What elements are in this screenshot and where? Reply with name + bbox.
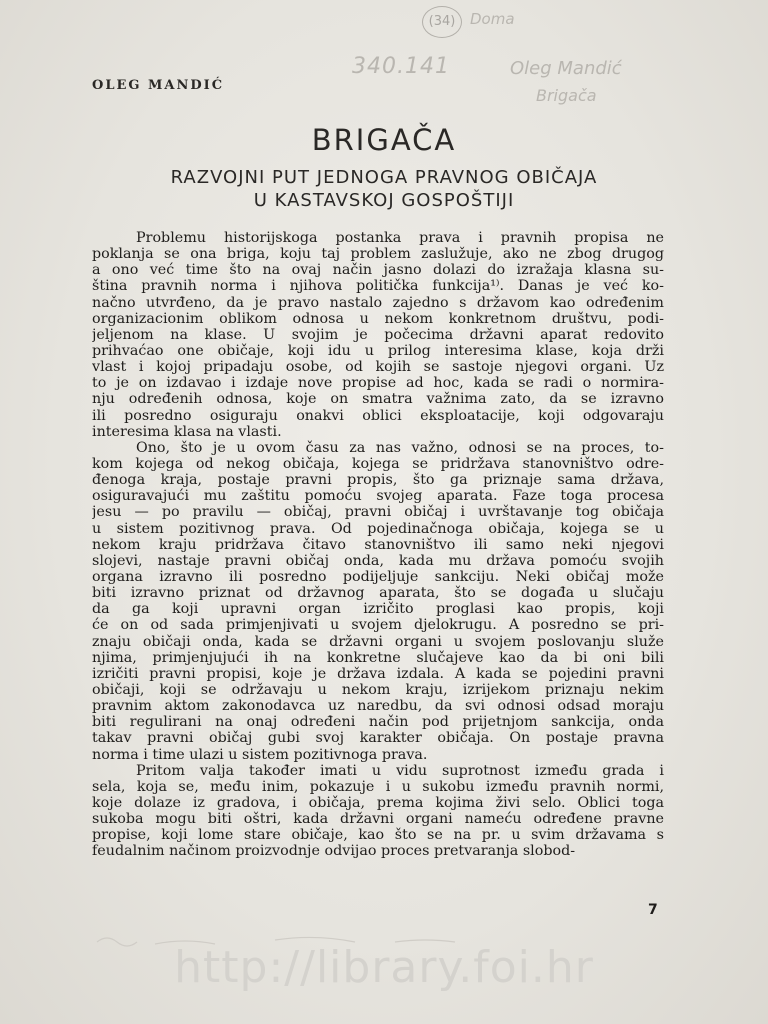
body-line: Pritom valja također imati u vidu suprotnost između grada i xyxy=(136,762,664,779)
body-line: sela, koja se, među inim, pokazuje i u sukobu između pravnih normi, xyxy=(92,778,664,795)
handwritten-call-number: 340.141 xyxy=(352,54,450,79)
watermark-url: http://library.foi.hr xyxy=(174,942,594,993)
body-line: interesima klasa na vlasti. xyxy=(92,423,282,440)
body-line: ština pravnih norma i njihova politička funkcija¹⁾. Danas je već ko- xyxy=(92,278,664,295)
body-line: feudalnim načinom proizvodnje odvijao proces pretvaranja slobod- xyxy=(92,843,576,860)
body-line: Ono, što je u ovom času za nas važno, odnosi se na proces, to- xyxy=(136,439,664,456)
body-line: načno utvrđeno, da je pravo nastalo zajedno s državom kao određenim xyxy=(92,294,664,311)
body-line: propise, koji lome stare običaje, kao što se na pr. u svim državama s xyxy=(92,827,664,844)
body-line: slojevi, nastaje pravni običaj onda, kada mu država pomoću svojih xyxy=(92,552,664,569)
article-body xyxy=(92,230,664,859)
body-line: njima, primjenjujući ih na konkretne slučajeve kao da bi oni bili xyxy=(92,649,664,666)
body-line: koje dolaze iz gradova, i običaja, prema kojima živi selo. Oblici toga xyxy=(92,794,664,811)
handwritten-note-top: Doma xyxy=(470,10,515,28)
body-line: izričiti pravni propisi, koje je država izdala. A kada se pojedini pravni xyxy=(92,665,664,682)
body-line: jeljenom na klase. U svojim je počecima državni aparat redovito xyxy=(92,326,664,343)
body-line: će on od sada primjenjivati u svojem djelokrugu. A posredno se pri- xyxy=(92,617,664,634)
page-number: 7 xyxy=(648,902,658,918)
article-subtitle-line-1: RAZVOJNI PUT JEDNOGA PRAVNOG OBIČAJA xyxy=(170,167,598,188)
body-line: da ga koji upravni organ izričito proglasi kao propis, koji xyxy=(92,601,664,618)
body-line: a ono već time što na ovaj način jasno dolazi do izražaja klasna su- xyxy=(92,262,664,279)
body-line: biti izravno priznat od državnog aparata, što se događa u slučaju xyxy=(92,585,664,602)
body-line: znaju običaji onda, kada se državni organi u svojem poslovanju služe xyxy=(92,633,664,650)
body-line: prihvaćao one običaje, koji idu u prilog interesima klase, koja drži xyxy=(92,342,664,359)
author-name: OLEG MANDIĆ xyxy=(92,78,225,93)
body-line: to je on izdavao i izdaje nove propise ad hoc, kada se radi o normira- xyxy=(92,375,664,392)
handwritten-note-right-2: Brigača xyxy=(536,86,597,105)
body-line: u sistem pozitivnog prava. Od pojedinačnoga običaja, kojega se u xyxy=(92,520,664,537)
body-line: poklanja se ona briga, koju taj problem zaslužuje, ako ne zbog drugog xyxy=(92,246,664,263)
article-subtitle-line-2: U KASTAVSKOJ GOSPOŠTIJI xyxy=(253,190,515,211)
body-line: pravnim aktom zakonodavca uz naredbu, da svi odnosi odsad moraju xyxy=(92,698,664,715)
body-line: đenoga kraja, postaje pravni propis, što ga priznaje sama država, xyxy=(92,472,664,489)
body-line: organa izravno ili posredno podijeljuje sankciju. Neki običaj može xyxy=(92,568,664,585)
body-line: organizacionim oblikom odnosa u nekom konkretnom društvu, podi- xyxy=(92,310,664,327)
handwritten-circled-number: (34) xyxy=(422,6,462,38)
body-line: norma i time ulazi u sistem pozitivnoga prava. xyxy=(92,746,428,763)
body-line: jesu — po pravilu — običaj, pravni običaj i uvrštavanje tog običaja xyxy=(92,504,664,521)
body-line: ili posredno osiguraju onakvi oblici eksploatacije, koji odgovaraju xyxy=(92,407,664,424)
body-line: Problemu historijskoga postanka prava i pravnih propisa ne xyxy=(136,230,664,246)
body-line: nekom kraju pridržava čitavo stanovništvo ili samo neki njegovi xyxy=(92,536,664,553)
body-line: takav pravni običaj gubi svoj karakter običaja. On postaje pravna xyxy=(92,730,664,747)
body-line: kom kojega od nekog običaja, kojega se pridržava stanovništvo odre- xyxy=(92,455,664,472)
body-line: biti regulirani na onaj određeni način pod prijetnjom sankcija, onda xyxy=(92,714,664,731)
body-line: osiguravajući mu zaštitu pomoću svojeg aparata. Faze toga procesa xyxy=(92,488,664,505)
body-line: običaji, koji se održavaju u nekom kraju, izrijekom priznaju nekim xyxy=(92,681,664,698)
article-title: BRIGAČA xyxy=(311,123,457,157)
body-line: nju određenih odnosa, koje on smatra važnima zato, da se izravno xyxy=(92,391,664,408)
handwritten-note-right: Oleg Mandić xyxy=(510,58,622,79)
body-line: vlast i kojoj pripadaju osobe, od kojih se sastoje njegovi organi. Uz xyxy=(92,359,664,376)
body-line: sukoba mogu biti oštri, kada državni organi nameću određene pravne xyxy=(92,811,664,828)
